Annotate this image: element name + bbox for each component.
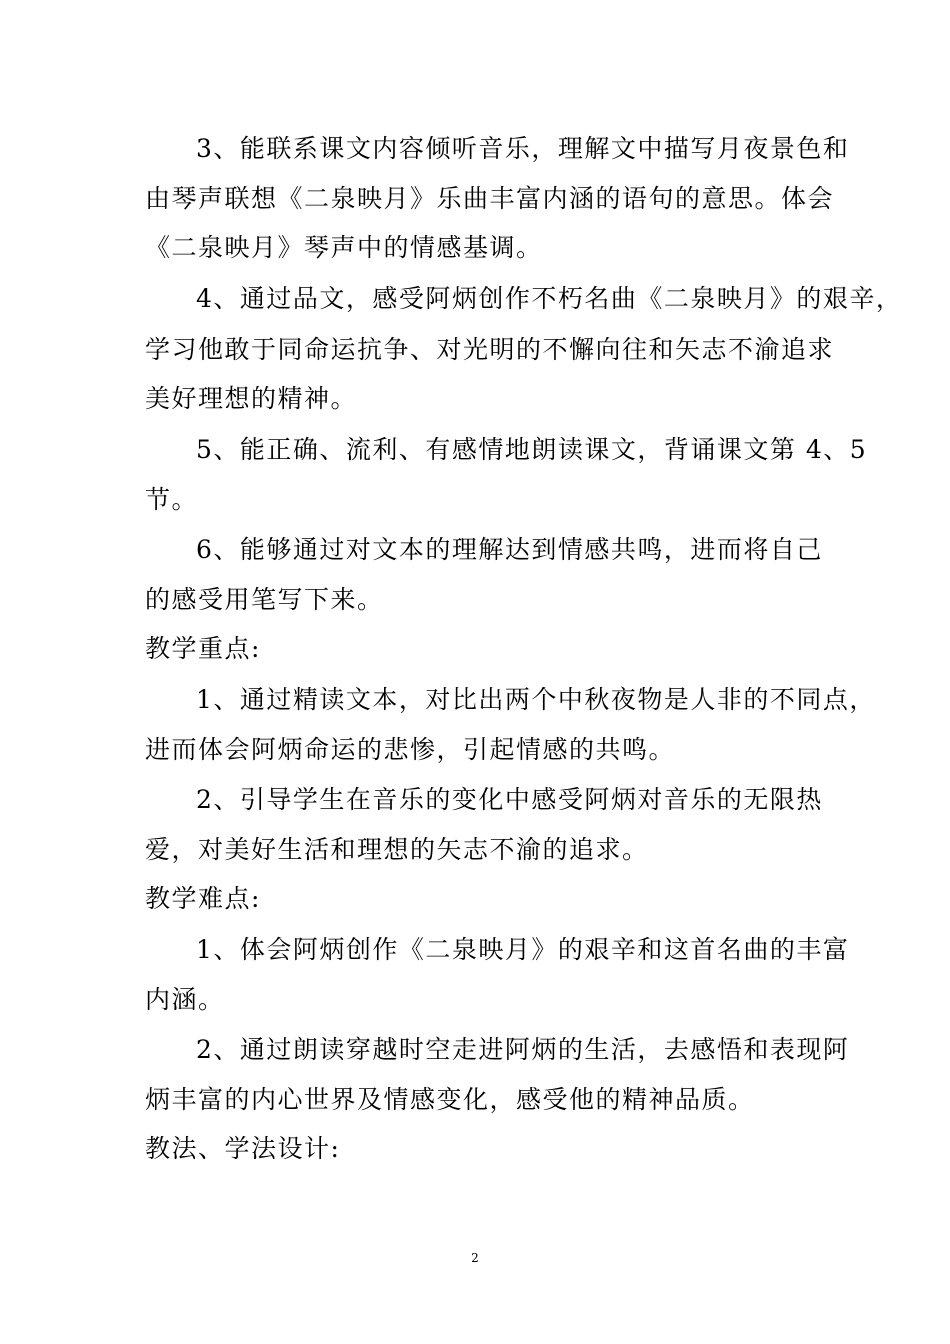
text-line: 内涵。 (145, 985, 225, 1014)
text-line: 6、能够通过对文本的理解达到情感共鸣，进而将自己 (196, 535, 823, 564)
text-line: 2、引导学生在音乐的变化中感受阿炳对音乐的无限热 (196, 785, 823, 814)
section-heading-key-points: 教学重点: (145, 634, 261, 663)
text-line: 炳丰富的内心世界及情感变化，感受他的精神品质。 (145, 1085, 755, 1114)
text-line: 5、能正确、流利、有感情地朗读课文，背诵课文第 4、5 (196, 435, 868, 464)
text-line: 美好理想的精神。 (145, 384, 358, 413)
text-line: 2、通过朗读穿越时空走进阿炳的生活，去感悟和表现阿 (196, 1035, 850, 1064)
text-line: 《二泉映月》琴声中的情感基调。 (145, 233, 543, 262)
text-line: 学习他敢于同命运抗争、对光明的不懈向往和矢志不渝追求 (145, 335, 835, 364)
text-line: 3、能联系课文内容倾听音乐，理解文中描写月夜景色和 (196, 134, 850, 163)
text-line: 的感受用笔写下来。 (145, 585, 384, 614)
text-line: 进而体会阿炳命运的悲惨，引起情感的共鸣。 (145, 735, 676, 764)
text-line: 由琴声联想《二泉映月》乐曲丰富内涵的语句的意思。体会 (145, 184, 835, 213)
section-heading-methods: 教法、学法设计: (145, 1134, 341, 1163)
text-line: 节。 (145, 485, 199, 514)
text-line: 4、通过品文，感受阿炳创作不朽名曲《二泉映月》的艰辛， (196, 284, 903, 313)
text-line: 1、通过精读文本，对比出两个中秋夜物是人非的不同点， (196, 685, 876, 714)
text-line: 1、体会阿炳创作《二泉映月》的艰辛和这首名曲的丰富 (196, 935, 850, 964)
page-number: 2 (471, 1251, 479, 1265)
text-line: 爱，对美好生活和理想的矢志不渝的追求。 (145, 835, 649, 864)
section-heading-difficulties: 教学难点: (145, 884, 261, 913)
